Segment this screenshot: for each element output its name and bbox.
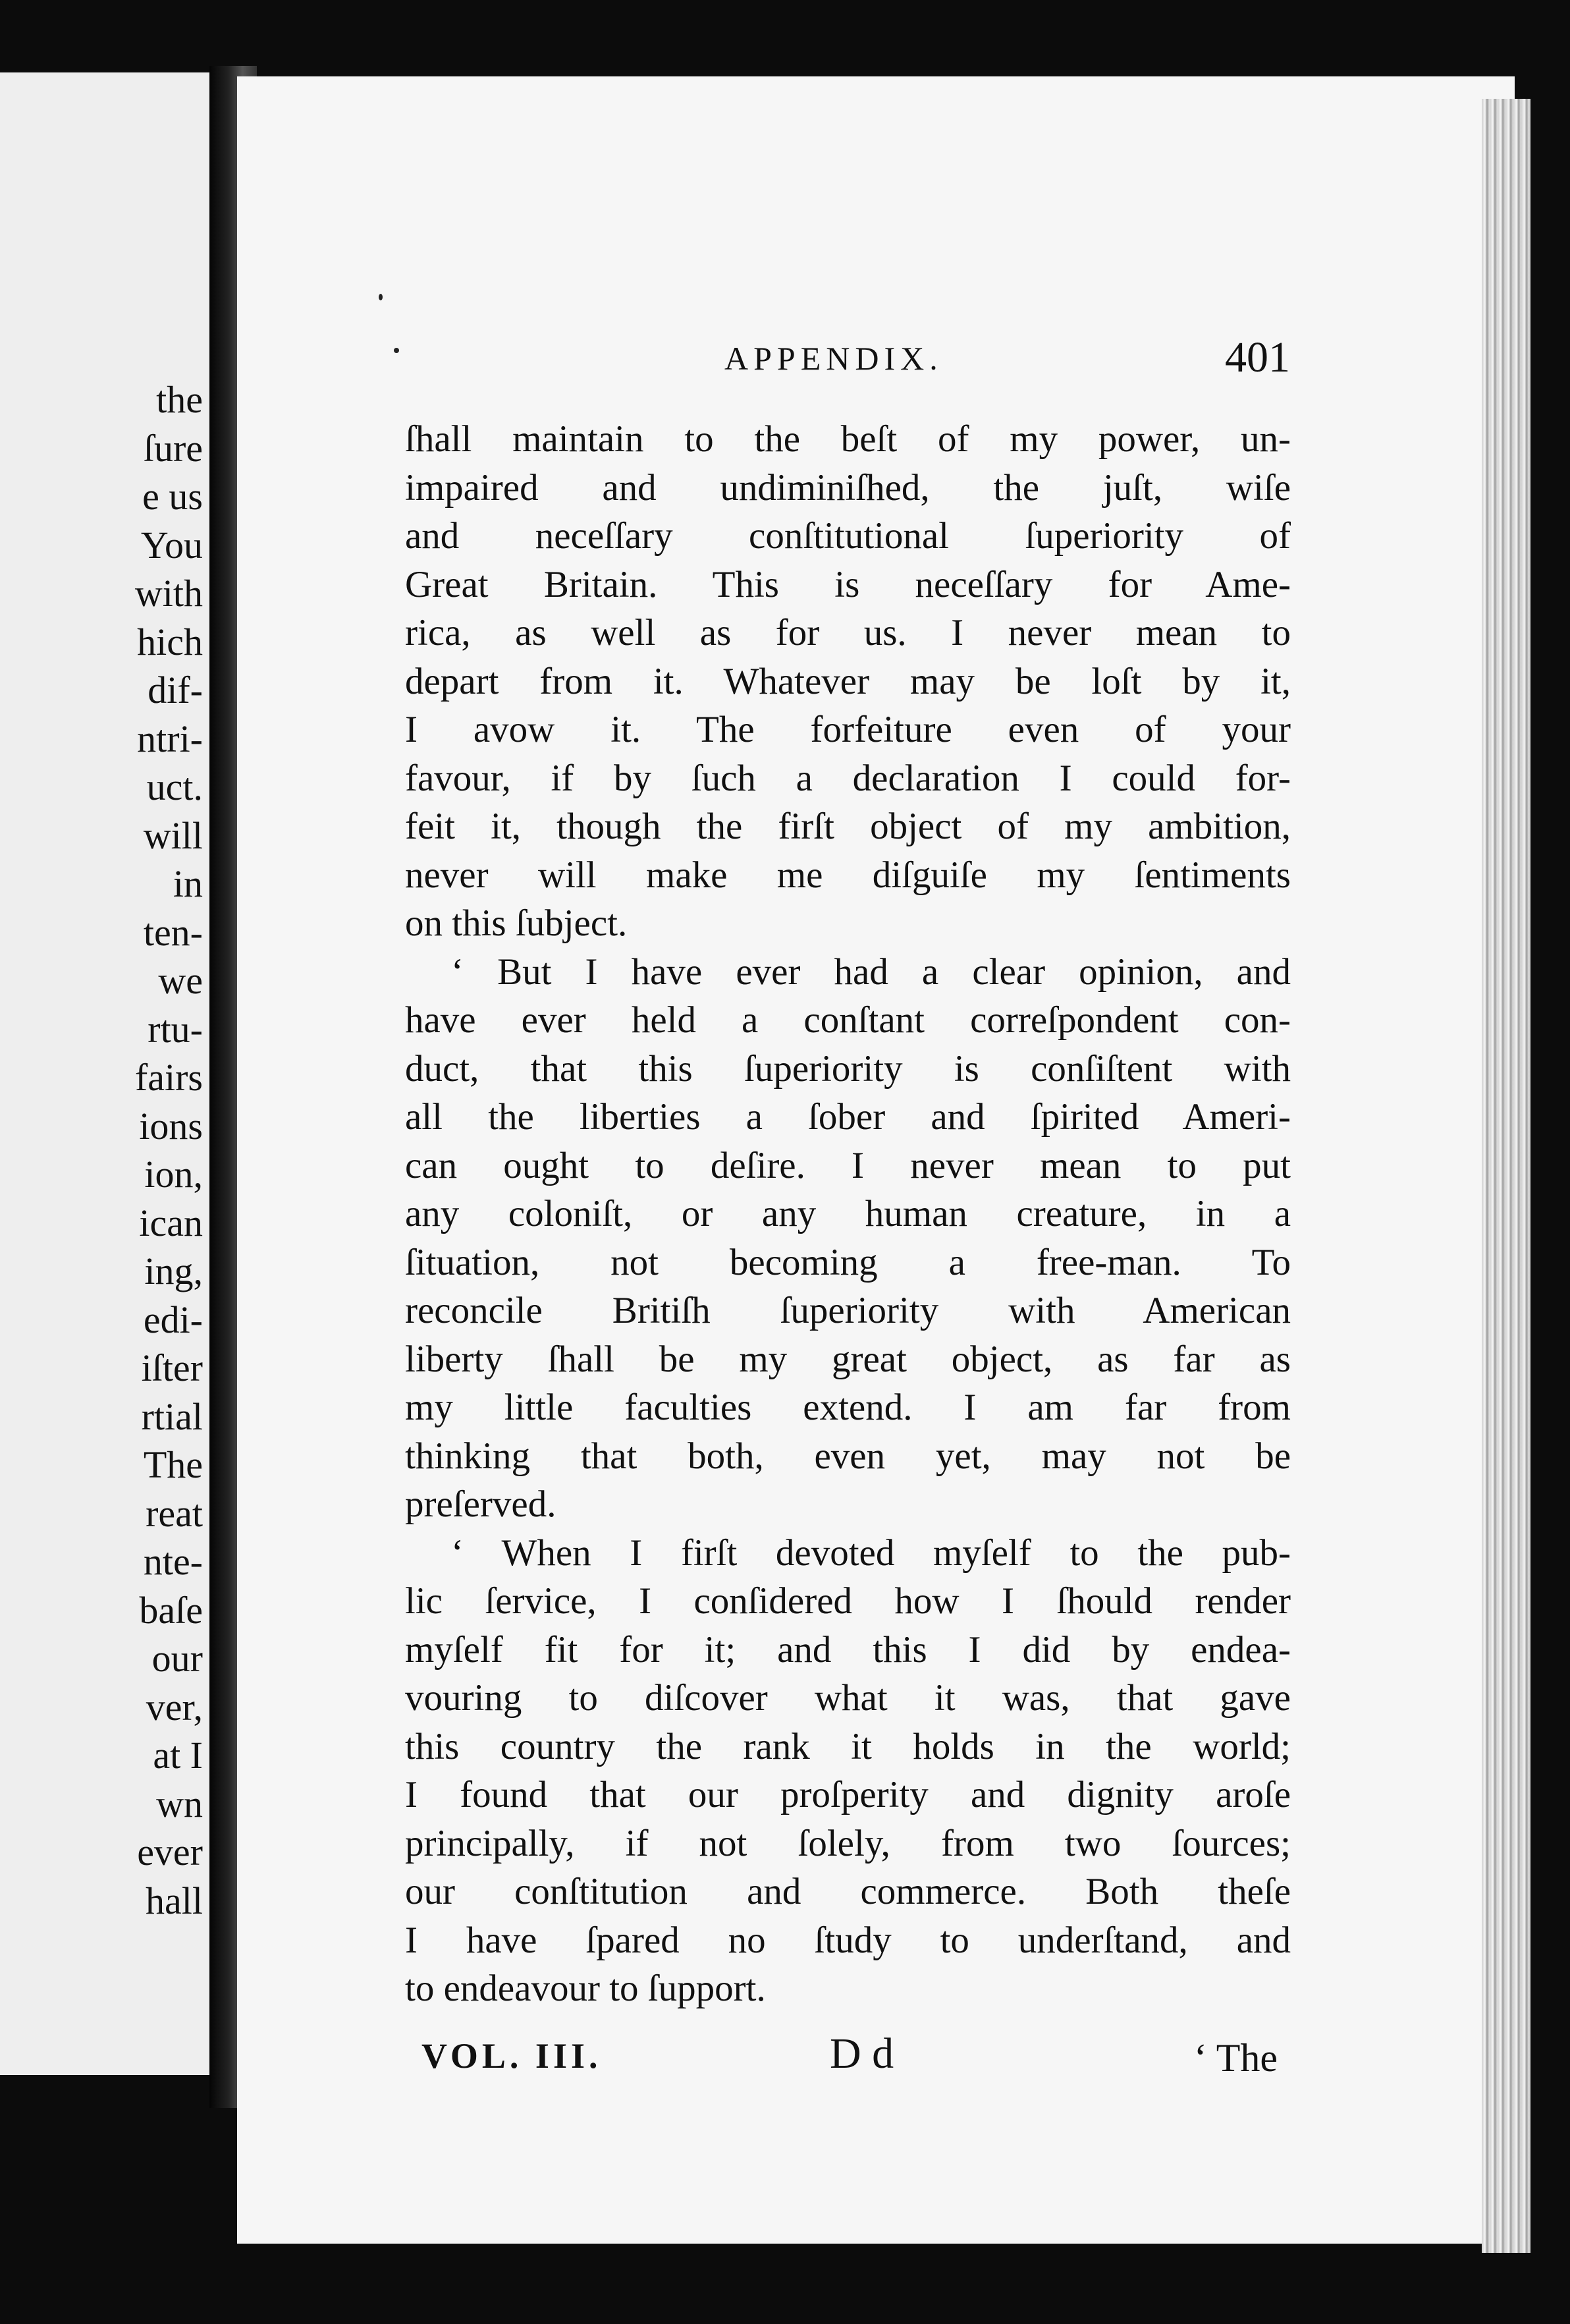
text-line: lic ſervice, I conſidered how I ſhould render — [405, 1580, 1291, 1622]
catchword: ‘ The — [1193, 2036, 1278, 2080]
facing-page-fragment: e us — [142, 475, 203, 518]
text-line: this country the rank it holds in the world; — [405, 1725, 1291, 1767]
facing-page-fragment: we — [158, 959, 203, 1002]
facing-page-fragment: with — [134, 572, 203, 615]
running-head: APPENDIX. — [724, 340, 943, 377]
page-number: 401 — [1225, 333, 1290, 381]
page-edges — [1482, 99, 1530, 2253]
text-line: principally, if not ſolely, from two ſources; — [405, 1822, 1291, 1864]
text-line: any coloniſt, or any human creature, in a — [405, 1193, 1291, 1234]
facing-page-fragment: ing, — [144, 1250, 203, 1292]
facing-page-fragment: The — [143, 1443, 203, 1486]
facing-page-fragment: fairs — [134, 1056, 203, 1099]
text-line: all the liberties a ſober and ſpirited Ameri- — [405, 1096, 1291, 1138]
facing-page-text — [0, 375, 209, 1925]
volume-signature: VOL. III. — [421, 2036, 602, 2076]
text-line: I found that our proſperity and dignity aroſe — [405, 1774, 1291, 1815]
facing-page-fragment: edi- — [143, 1298, 203, 1341]
text-line: ‘ When I firſt devoted myſelf to the pub- — [451, 1532, 1291, 1574]
facing-page-fragment: in — [173, 862, 203, 905]
text-line: my little faculties extend. I am far from — [405, 1387, 1291, 1428]
body-text — [405, 415, 1291, 2013]
facing-page-fragment: iſter — [141, 1346, 203, 1389]
text-line: and neceſſary conſtitutional ſuperiority of — [405, 515, 1291, 557]
text-line: depart from it. Whatever may be loſt by it, — [405, 660, 1291, 702]
text-line: Great Britain. This is neceſſary for Ame- — [405, 563, 1291, 605]
ink-speck — [379, 294, 383, 300]
text-line: ‘ But I have ever had a clear opinion, and — [451, 951, 1291, 993]
facing-page-fragment: You — [140, 523, 203, 567]
text-line: on this ſubject. — [405, 902, 628, 944]
facing-page-fragment: will — [143, 814, 203, 857]
text-line: can ought to deſire. I never mean to put — [405, 1144, 1291, 1186]
text-line: preſerved. — [405, 1483, 556, 1525]
text-line: our conſtitution and commerce. Both theſe — [405, 1871, 1291, 1912]
facing-page-fragment: ever — [137, 1831, 203, 1873]
text-line: to endeavour to ſupport. — [405, 1968, 766, 2009]
facing-page-fragment: ſure — [143, 426, 203, 470]
text-line: liberty ſhall be my great object, as far as — [405, 1338, 1291, 1380]
text-line: duct, that this ſuperiority is conſiſtent with — [405, 1047, 1291, 1090]
facing-page-fragment: ican — [139, 1201, 203, 1244]
facing-page-fragment: nte- — [143, 1540, 203, 1583]
page-footer — [421, 2030, 1278, 2088]
text-line: I avow it. The forfeiture even of your — [405, 709, 1291, 750]
text-line: reconcile Britiſh ſuperiority with American — [405, 1290, 1291, 1331]
facing-page-fragment: hall — [146, 1879, 203, 1922]
facing-page-fragment: rtu- — [148, 1007, 203, 1051]
text-line: have ever held a conſtant correſpondent con- — [405, 999, 1291, 1041]
facing-page-fragment: ions — [139, 1104, 203, 1148]
facing-page-fragment: ntri- — [137, 717, 203, 760]
facing-page — [0, 72, 209, 2075]
text-line: feit it, though the firſt object of my ambition, — [405, 806, 1291, 847]
facing-page-fragment: hich — [137, 620, 203, 663]
facing-page-fragment: rtial — [141, 1395, 203, 1438]
text-line: rica, as well as for us. I never mean to — [405, 612, 1291, 653]
facing-page-fragment: ten- — [143, 910, 203, 954]
text-line: ſhall maintain to the beſt of my power, un- — [405, 418, 1291, 460]
text-line: myſelf fit for it; and this I did by endea- — [405, 1628, 1291, 1671]
text-line: I have ſpared no ſtudy to underſtand, and — [405, 1919, 1291, 1961]
facing-page-fragment: uct. — [146, 765, 203, 808]
facing-page-fragment: baſe — [139, 1588, 203, 1632]
facing-page-fragment: ver, — [146, 1685, 203, 1729]
text-line: favour, if by ſuch a declaration I could for- — [405, 757, 1291, 799]
ink-speck — [394, 348, 399, 353]
facing-page-fragment: wn — [156, 1782, 203, 1825]
facing-page-fragment: reat — [146, 1491, 203, 1535]
facing-page-fragment: at I — [153, 1734, 203, 1777]
facing-page-fragment: dif- — [148, 669, 203, 711]
text-line: never will make me diſguiſe my ſentiments — [405, 854, 1291, 896]
facing-page-fragment: our — [151, 1637, 203, 1680]
text-line: impaired and undiminiſhed, the juſt, wiſe — [405, 466, 1291, 509]
text-line: ſituation, not becoming a free-man. To — [405, 1241, 1291, 1283]
text-line: thinking that both, even yet, may not be — [405, 1435, 1291, 1477]
text-line: vouring to diſcover what it was, that gave — [405, 1677, 1291, 1719]
signature-mark: D d — [830, 2030, 894, 2078]
facing-page-fragment: ion, — [144, 1153, 203, 1196]
facing-page-fragment: the — [156, 378, 203, 421]
